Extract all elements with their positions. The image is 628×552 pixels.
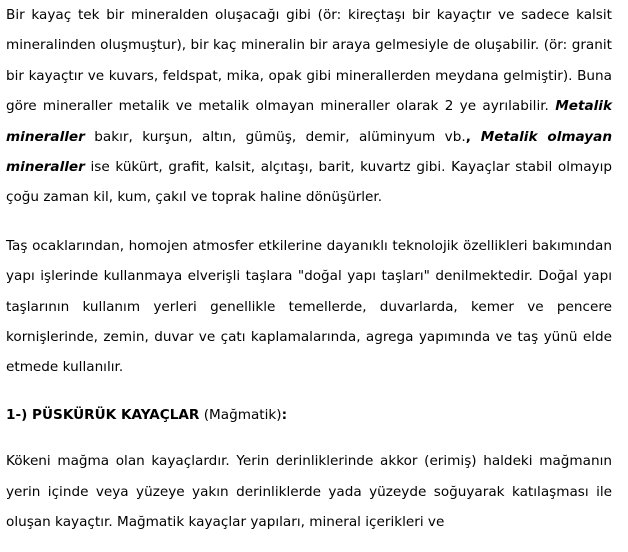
- paragraph-igneous-rocks: Kökeni mağma olan kayaçlardır. Yerin derinliklerinde akkor (erimiş) haldeki mağmanın yerin içinde veya yüzeye yakın derinliklerde yada yüzeyde soğuyarak katılaşması ile oluşan kayaçtır. Mağmatik kayaçlar yapıları, mineral içerikleri ve: [6, 453, 612, 531]
- paragraph-minerals-text-1: Bir kayaç tek bir mineralden oluşacağı gibi (ör: kireçtaşı bir kayaçtır ve sadece kalsit mineralinden oluşmuştur), bir kaç mineralin bir araya gelmesiyle de oluşabilir. (ör: granit bir kayaçtır ve kuvars, feldspat, mika, opak gibi minerallerden meydana gelmiştir). Buna göre mineraller metalik ve metalik olmayan mineraller olarak 2 ye ayrılabilir.: [6, 7, 612, 115]
- term-metallic-minerals: Metalik mineraller: [6, 98, 612, 145]
- paragraph-minerals-text-2: bakır, kurşun, altın, gümüş, demir, alüminyum vb.: [84, 128, 466, 145]
- document-page: [6, 0, 612, 538]
- term-non-metallic-minerals: Metalik olmayan mineraller: [6, 128, 613, 176]
- paragraph-building-stones: Taş ocaklarından, homojen atmosfer etkilerine dayanıklı teknolojik özellikleri bakımından yapı işlerinde kullanmaya elverişli taşlara "doğal yapı taşları" denilmektedir. Doğal yapı taşlarının kullanım yerleri genellikle temellerde, duvarlarda, kemer ve pencere kornişlerinde, zemin, duvar ve çatı kaplamalarında, agrega yapımında ve taş yünü elde etmede kullanılır.: [6, 237, 612, 376]
- section-heading-title: 1-) PÜSKÜRÜK KAYAÇLAR: [6, 406, 200, 423]
- paragraph-minerals: [6, 0, 612, 213]
- section-heading-subtitle: (Mağmatik): [199, 406, 282, 423]
- section-heading: [6, 400, 612, 430]
- section-heading-colon: :: [281, 406, 287, 423]
- paragraph-minerals-text-3: ise kükürt, grafit, kalsit, alçıtaşı, barit, kuvartz gibi. Kayaçlar stabil olmayıp çoğu zaman kil, kum, çakıl ve toprak haline dönüşürler.: [6, 159, 612, 206]
- bold-comma: ,: [465, 128, 471, 145]
